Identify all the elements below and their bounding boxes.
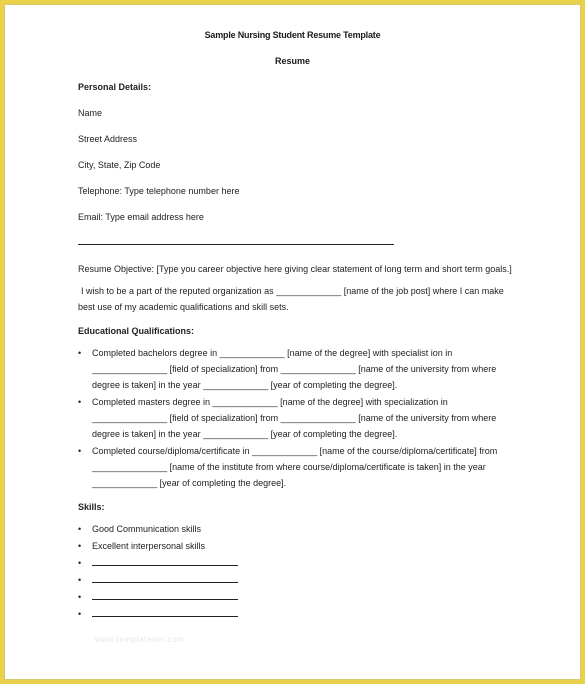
section-divider [78,244,394,245]
resume-content [78,79,518,623]
city-state-zip-field: City, State, Zip Code [78,160,161,170]
education-item-course: • Completed course/diploma/certificate in _____________ [name of the course/diploma/certificate] from _______________ [name of the institute from where course/diploma/certificate is taken] in the year _____________ [year of completing the degree]. [78,443,518,491]
name-field: Name [78,108,103,118]
education-item-masters: • Completed masters degree in _____________ [name of the degree] with specialization in _______________ [field of specialization] from _______________ [name of the university from where degree is taken] in the year _____________ [year of completing the degree]. [78,394,518,442]
blank-line [92,589,238,600]
personal-details-heading: Personal Details: [78,82,152,92]
skill-item-interpersonal: • Excellent interpersonal skills [78,538,518,554]
document-page [4,4,581,680]
skills-list [78,521,518,622]
telephone-field: Telephone: Type telephone number here [78,186,240,196]
blank-line [92,572,238,583]
resume-heading: Resume [274,56,310,66]
skills-heading: Skills: [78,502,105,512]
education-list [78,345,518,491]
resume-objective: Resume Objective: [Type you career objective here giving clear statement of long term and short term goals.] [78,264,512,274]
email-field: Email: Type email address here [78,212,204,222]
blank-line [92,606,238,617]
job-statement: I wish to be a part of the reputed organization as _____________ [name of the job post] where I can make best use of my academic qualifications and skill sets. [78,286,504,312]
education-item-bachelors: • Completed bachelors degree in _____________ [name of the degree] with specialist ion in _______________ [field of specialization] from _______________ [name of the university from where degree is taken] in the year _____________ [year of completing the degree]. [78,345,518,393]
skill-item-blank-1 [78,555,518,571]
watermark: www.templatenet.com [95,635,185,644]
skill-item-blank-4 [78,606,518,622]
education-heading: Educational Qualifications: [78,326,195,336]
skill-item-blank-2 [78,572,518,588]
skill-item-blank-3 [78,589,518,605]
skill-item-communication: • Good Communication skills [78,521,518,537]
blank-line [92,555,238,566]
street-address-field: Street Address [78,134,138,144]
document-title: Sample Nursing Student Resume Template [204,30,381,40]
